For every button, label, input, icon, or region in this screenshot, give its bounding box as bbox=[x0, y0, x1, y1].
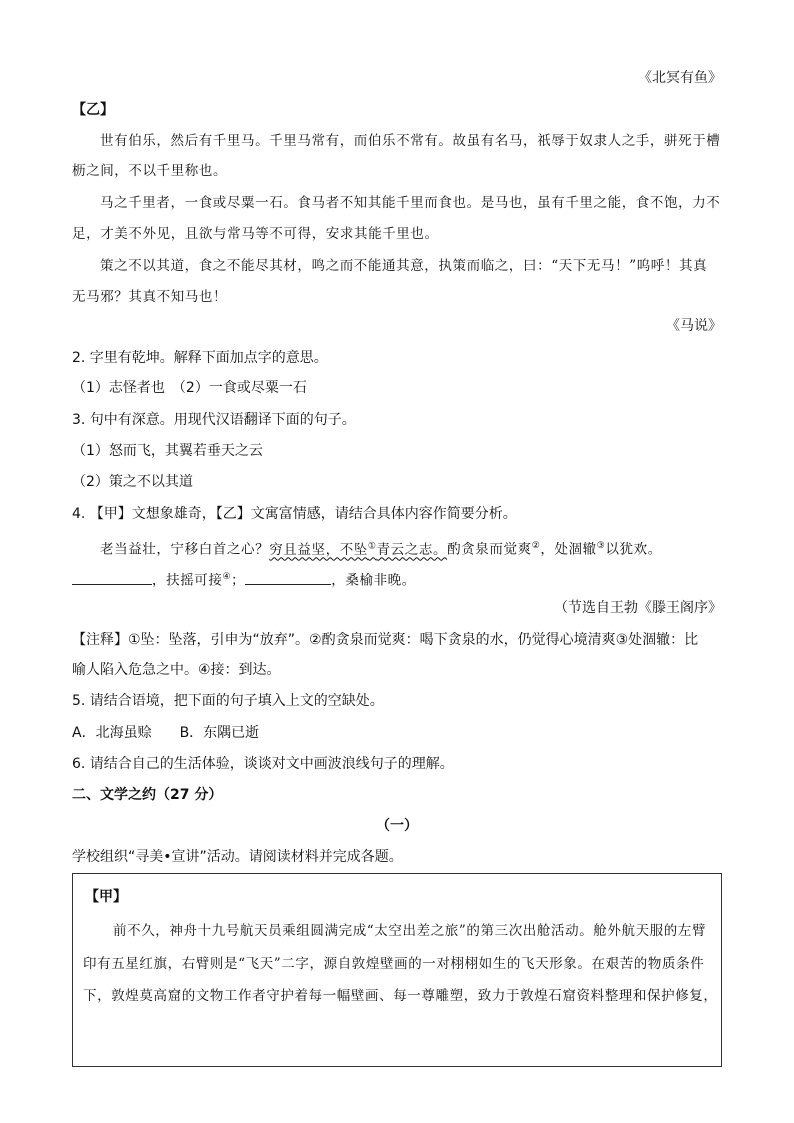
tengwang-line2 bbox=[72, 567, 416, 591]
question-4-stem: 4. 【甲】文想象雄奇，【乙】文寓富情感，请结合具体内容作简要分析。 bbox=[72, 506, 517, 522]
section-2-subtitle: （一） bbox=[376, 818, 418, 834]
question-6-stem: 6. 请结合自己的生活体验，谈谈对文中画波浪线句子的理解。 bbox=[72, 756, 454, 772]
fill-blank-2[interactable] bbox=[245, 570, 331, 585]
mashuo-source: 《马说》 bbox=[666, 318, 722, 334]
mashuo-p2-line2: 足，才美不外见，且欲与常马等不可得，安求其能千里也。 bbox=[72, 226, 439, 242]
question-5-stem: 5. 请结合语境，把下面的句子填入上文的空缺处。 bbox=[72, 693, 384, 709]
note-marker-4: ④ bbox=[222, 572, 232, 582]
question-2-stem: 2. 字里有乾坤。解释下面加点字的意思。 bbox=[72, 350, 328, 366]
yi-source-beiming: 《北冥有鱼》 bbox=[638, 70, 722, 86]
tengwang-text-c: 酌贪泉而觉爽 bbox=[447, 541, 532, 558]
mashuo-p3-line1: 策之不以其道，食之不能尽其材，鸣之而不能通其意，执策而临之，曰：“天下无马！”呜呼！其真 bbox=[100, 258, 708, 274]
jia-line1: 前不久，神舟十九号航天员乘组圆满完成“太空出差之旅”的第三次出舱活动。舱外航天服的左臂 bbox=[113, 923, 707, 939]
question-3-stem: 3. 句中有深意。用现代汉语翻译下面的句子。 bbox=[72, 412, 356, 428]
mashuo-p1-line1: 世有伯乐，然后有千里马。千里马常有，而伯乐不常有。故虽有名马，祇辱于奴隶人之手，骈死于槽 bbox=[100, 133, 721, 149]
jia-heading: 【甲】 bbox=[85, 889, 127, 905]
question-5-options: A．北海虽赊 B．东隅已逝 bbox=[72, 725, 260, 741]
tengwang-text-e: 以犹欢。 bbox=[605, 541, 662, 558]
note-marker-3: ③ bbox=[596, 541, 606, 551]
wavy-text-a: 穷且益坚，不坠 bbox=[269, 541, 368, 558]
tengwang-text-g: ； bbox=[231, 572, 246, 589]
question-2-items: （1）志怪者也 （2）一食或尽粟一石 bbox=[72, 380, 307, 396]
section-2-title: 二、文学之约（27 分） bbox=[72, 787, 223, 803]
tengwang-text-d: ，处涸辙 bbox=[540, 541, 597, 558]
mashuo-p2-line1: 马之千里者，一食或尽粟一石。食马者不知其能千里而食也。是马也，虽有千里之能，食不饱，力不 bbox=[100, 195, 721, 211]
mashuo-p3-line2: 无马邪？其真不知马也！ bbox=[72, 289, 228, 305]
fill-blank-1[interactable] bbox=[72, 570, 152, 585]
yi-heading: 【乙】 bbox=[72, 102, 114, 118]
jia-line2: 印有五星红旗，右臂则是“飞天”二字，源自敦煌壁画的一对栩栩如生的飞天形象。在艰苦的物质条件 bbox=[83, 956, 705, 972]
section-2-intro: 学校组织“寻美•宣讲”活动。请阅读材料并完成各题。 bbox=[72, 849, 403, 865]
note-marker-2: ② bbox=[531, 541, 541, 551]
tengwang-line1 bbox=[100, 536, 662, 560]
mashuo-p1-line2: 枥之间，不以千里称也。 bbox=[72, 163, 228, 179]
note-marker-1: ① bbox=[367, 541, 377, 551]
wavy-text-b: 青云之志。 bbox=[376, 541, 448, 558]
wavy-underlined-sentence bbox=[269, 542, 447, 558]
tengwang-text-f: ，扶摇可接 bbox=[152, 572, 223, 589]
tengwang-text-a: 老当益壮，宁移白首之心？ bbox=[100, 541, 270, 558]
jia-line3: 下，敦煌莫高窟的文物工作者守护着每一幅壁画、每一尊雕塑，致力于敦煌石窟资料整理和保护修复， bbox=[83, 988, 718, 1004]
tengwang-text-h: ，桑榆非晚。 bbox=[331, 572, 416, 589]
notes-line2: 喻人陷入危急之中。④接：到达。 bbox=[72, 662, 281, 678]
question-3-item-1: （1）怒而飞，其翼若垂天之云 bbox=[72, 443, 263, 459]
material-box bbox=[72, 873, 722, 1067]
notes-line1: 【注释】①坠：坠落，引申为“放弃”。②酌贪泉而觉爽：喝下贪泉的水，仍觉得心境清爽③处涸辙：比 bbox=[72, 632, 699, 648]
question-3-item-2: （2）策之不以其道 bbox=[72, 474, 193, 490]
tengwang-source: （节选自王勃《滕王阁序》 bbox=[554, 600, 722, 616]
